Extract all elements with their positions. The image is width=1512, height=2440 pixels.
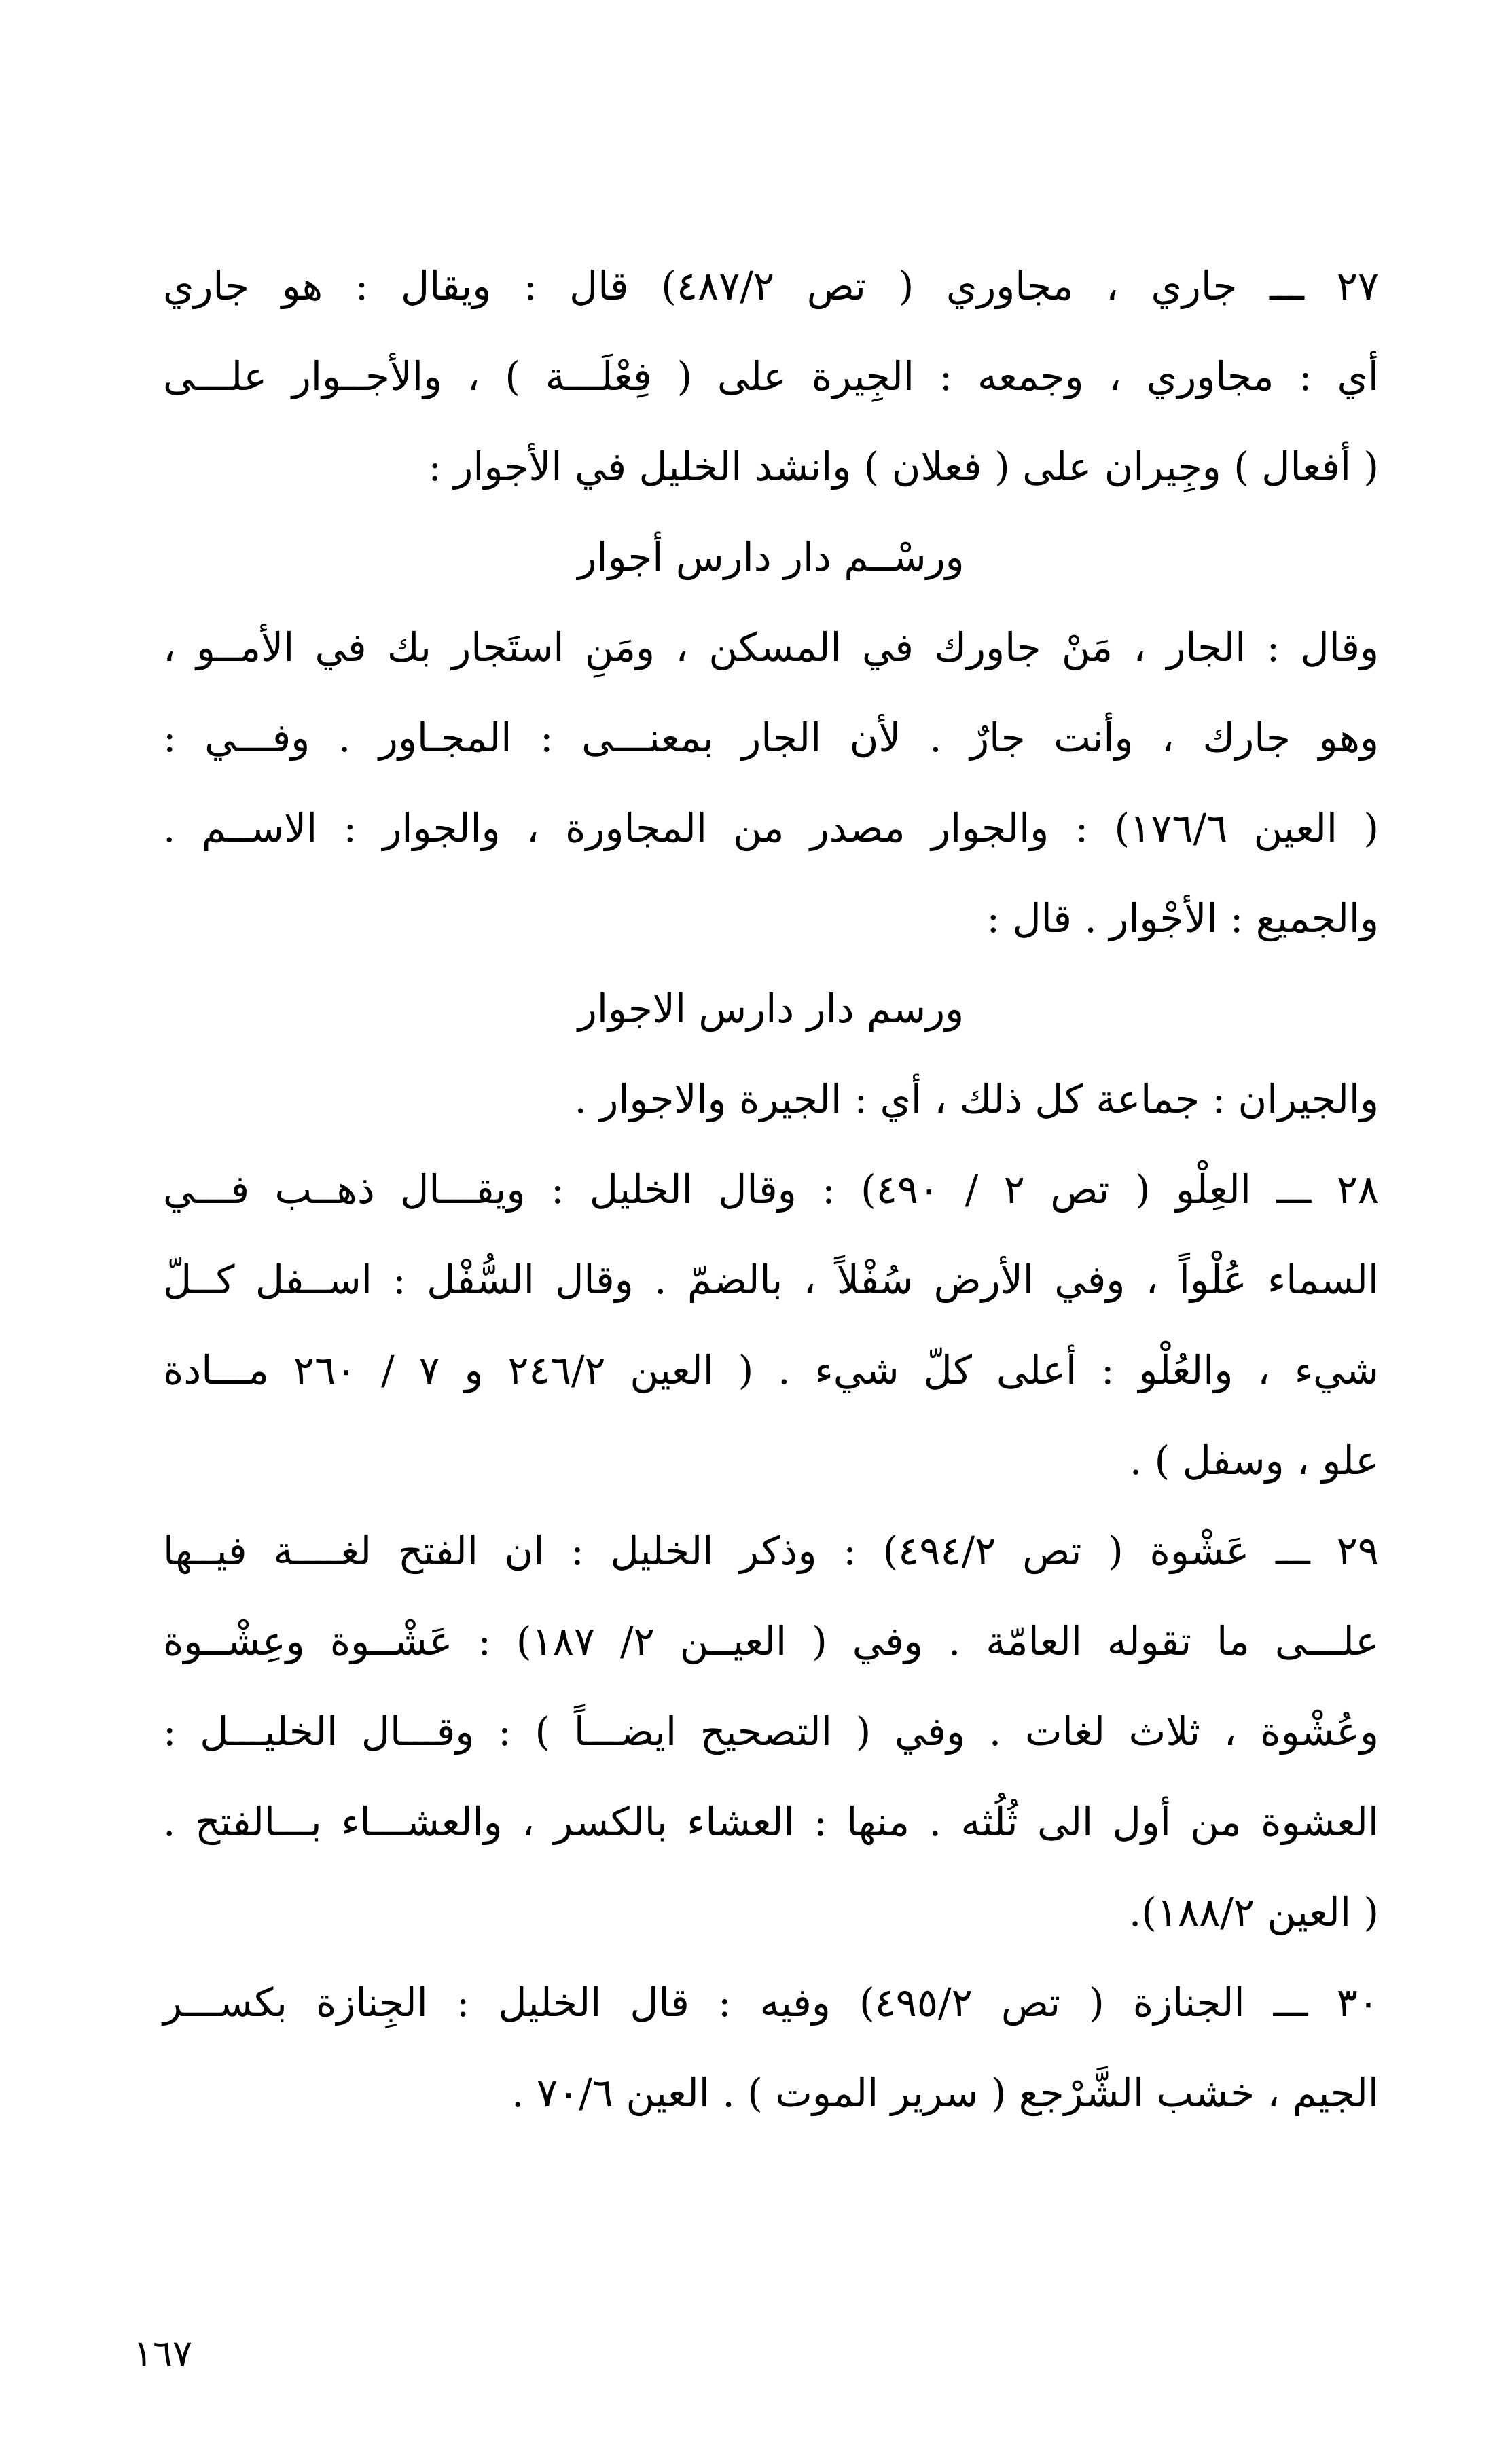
text-line-entry-27-start: ٢٧ ـــ جاري ، مجاوري ( تص ٤٨٧/٢) قال : ويقال : هو جاري xyxy=(163,263,1379,309)
text-line: والجيران : جماعة كل ذلك ، أي : الجيرة والاجوار . xyxy=(574,1076,1379,1122)
text-line: علو ، وسفل ) . xyxy=(1129,1437,1379,1484)
text-line: العشوة من أول الى ثُلُثه . منها : العشاء بالكسر ، والعشـــاء بـــالفتح . xyxy=(163,1799,1379,1845)
text-line-entry-30-start: ٣٠ ـــ الجنازة ( تص ٤٩٥/٢) وفيه : قال الخليل : الجِنازة بكســـر xyxy=(163,1979,1379,2026)
text-line: الجيم ، خشب الشَّرْجع ( سرير الموت ) . العين ٧٠/٦ . xyxy=(511,2070,1379,2116)
text-line: شيء ، والعُلْو : أعلى كلّ شيء . ( العين ٢٤٦/٢ و ٧ / ٢٦٠ مـــادة xyxy=(163,1347,1379,1393)
text-line: ( العين ١٨٨/٢). xyxy=(1128,1889,1379,1935)
text-line: أي : مجاوري ، وجمعه : الجِيرة على ( فِعْلَـــة ) ، والأجــوار علـــى xyxy=(163,353,1379,399)
text-line-entry-28-start: ٢٨ ـــ العِلْو ( تص ٢ / ٤٩٠) : وقال الخليل : ويقـــال ذهــب فـــي xyxy=(163,1166,1379,1213)
text-line: والجميع : الأجْوار . قال : xyxy=(986,895,1379,941)
arabic-text-body xyxy=(163,241,1379,2138)
text-line: وقال : الجار ، مَنْ جاورك في المسكن ، ومَنِ استَجار بك في الأمــو ، xyxy=(163,624,1380,670)
text-line: علـــى ما تقوله العامّة . وفي ( العيــن ٢/ ١٨٧) : عَشْــوة وعِشْــوة xyxy=(163,1618,1379,1664)
verse-line: ورسْــم دار دارس أجوار xyxy=(577,534,965,580)
text-line: وهو جارك ، وأنت جارٌ . لأن الجار بمعنـــى : المجـاور . وفـــي : xyxy=(163,715,1379,761)
text-line-entry-29-start: ٢٩ ـــ عَشْوة ( تص ٤٩٤/٢) : وذكر الخليل : ان الفتح لغــــة فيــها xyxy=(163,1528,1379,1574)
verse-line: ورسم دار دارس الاجوار xyxy=(577,986,965,1032)
text-line: وعُشْوة ، ثلاث لغات . وفي ( التصحيح ايضـــاً ) : وقـــال الخليـــل : xyxy=(163,1708,1379,1755)
text-line: السماء عُلْواً ، وفي الأرض سُفْلاً ، بالضمّ . وقال السُّفْل : اســفل كــلّ xyxy=(163,1257,1379,1303)
text-line: ( أفعال ) وجِيران على ( فعلان ) وانشد الخليل في الأجوار : xyxy=(428,444,1379,490)
text-line: ( العين ١٧٦/٦) : والجوار مصدر من المجاورة ، والجوار : الاســم . xyxy=(163,805,1380,851)
page-number: ١٦٧ xyxy=(133,2332,193,2375)
